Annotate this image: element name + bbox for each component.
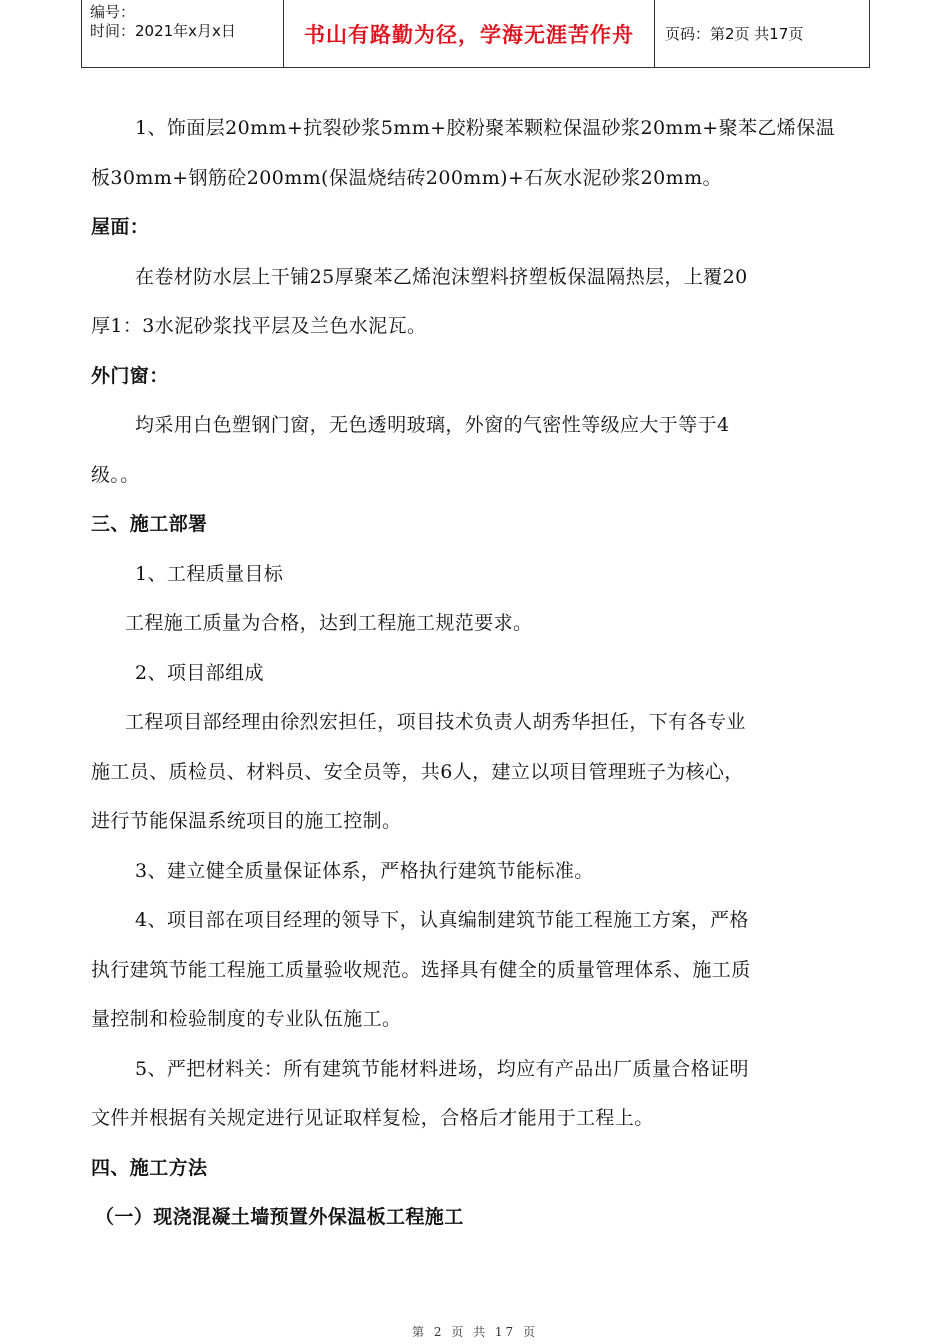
item-quality-goal-text: 工程施工质量为合格，达到工程施工规范要求。 xyxy=(125,612,533,634)
page-footer: 第 2 页 共 17 页 xyxy=(412,1325,538,1339)
item-project-team-line1: 工程项目部经理由徐烈宏担任，项目技术负责人胡秀华担任，下有各专业 xyxy=(125,711,746,733)
item-construction-plan-line1: 4、项目部在项目经理的领导下，认真编制建筑节能工程施工方案，严格 xyxy=(135,909,749,931)
item-materials-line2: 文件并根据有关规定进行见证取样复检，合格后才能用于工程上。 xyxy=(91,1107,654,1129)
item-quality-goal: 1、工程质量目标 xyxy=(135,562,284,585)
item-construction-plan-line2: 执行建筑节能工程施工质量验收规范。选择具有健全的质量管理体系、施工质 xyxy=(91,958,751,981)
paragraph-roof: 在卷材防水层上干铺25厚聚苯乙烯泡沫塑料挤塑板保温隔热层，上覆20 xyxy=(135,265,748,288)
heading-roof: 屋面： xyxy=(91,216,150,238)
item-project-team-line3: 进行节能保温系统项目的施工控制。 xyxy=(91,810,402,832)
document-number-label: 编号： xyxy=(90,3,136,21)
item-project-team: 2、项目部组成 xyxy=(135,661,264,684)
header-motto: 书山有路勤为径，学海无涯苦作舟 xyxy=(284,0,655,67)
heading-windows: 外门窗： xyxy=(91,364,169,387)
paragraph-windows-cont: 级。。 xyxy=(91,463,140,486)
heading-section-4: 四、施工方法 xyxy=(91,1156,208,1179)
page-header xyxy=(81,0,870,68)
item-quality-system: 3、建立健全质量保证体系，严格执行建筑节能标准。 xyxy=(135,859,594,882)
document-date: 时间：2021年x月x日 xyxy=(90,22,236,40)
paragraph-wall-layers-cont: 板30mm+钢筋砼200mm(保温烧结砖200mm)+石灰水泥砂浆20mm。 xyxy=(91,166,722,189)
heading-section-3: 三、施工部署 xyxy=(91,513,208,535)
paragraph-roof-cont: 厚1：3水泥砂浆找平层及兰色水泥瓦。 xyxy=(91,315,427,337)
heading-subsection-1: （一）现浇混凝土墙预置外保温板工程施工 xyxy=(95,1206,464,1228)
document-body xyxy=(91,104,867,1243)
paragraph-wall-layers: 1、饰面层20mm+抗裂砂浆5mm+胶粉聚苯颗粒保温砂浆20mm+聚苯乙烯保温 xyxy=(135,117,835,139)
item-construction-plan-line3: 量控制和检验制度的专业队伍施工。 xyxy=(91,1008,402,1030)
item-materials-line1: 5、严把材料关：所有建筑节能材料进场，均应有产品出厂质量合格证明 xyxy=(135,1057,749,1080)
item-project-team-line2: 施工员、质检员、材料员、安全员等，共6人，建立以项目管理班子为核心， xyxy=(91,760,744,783)
header-meta xyxy=(82,0,284,67)
paragraph-windows: 均采用白色塑钢门窗，无色透明玻璃，外窗的气密性等级应大于等于4 xyxy=(135,414,730,436)
header-page-number: 页码：第2页 共17页 xyxy=(665,25,804,43)
